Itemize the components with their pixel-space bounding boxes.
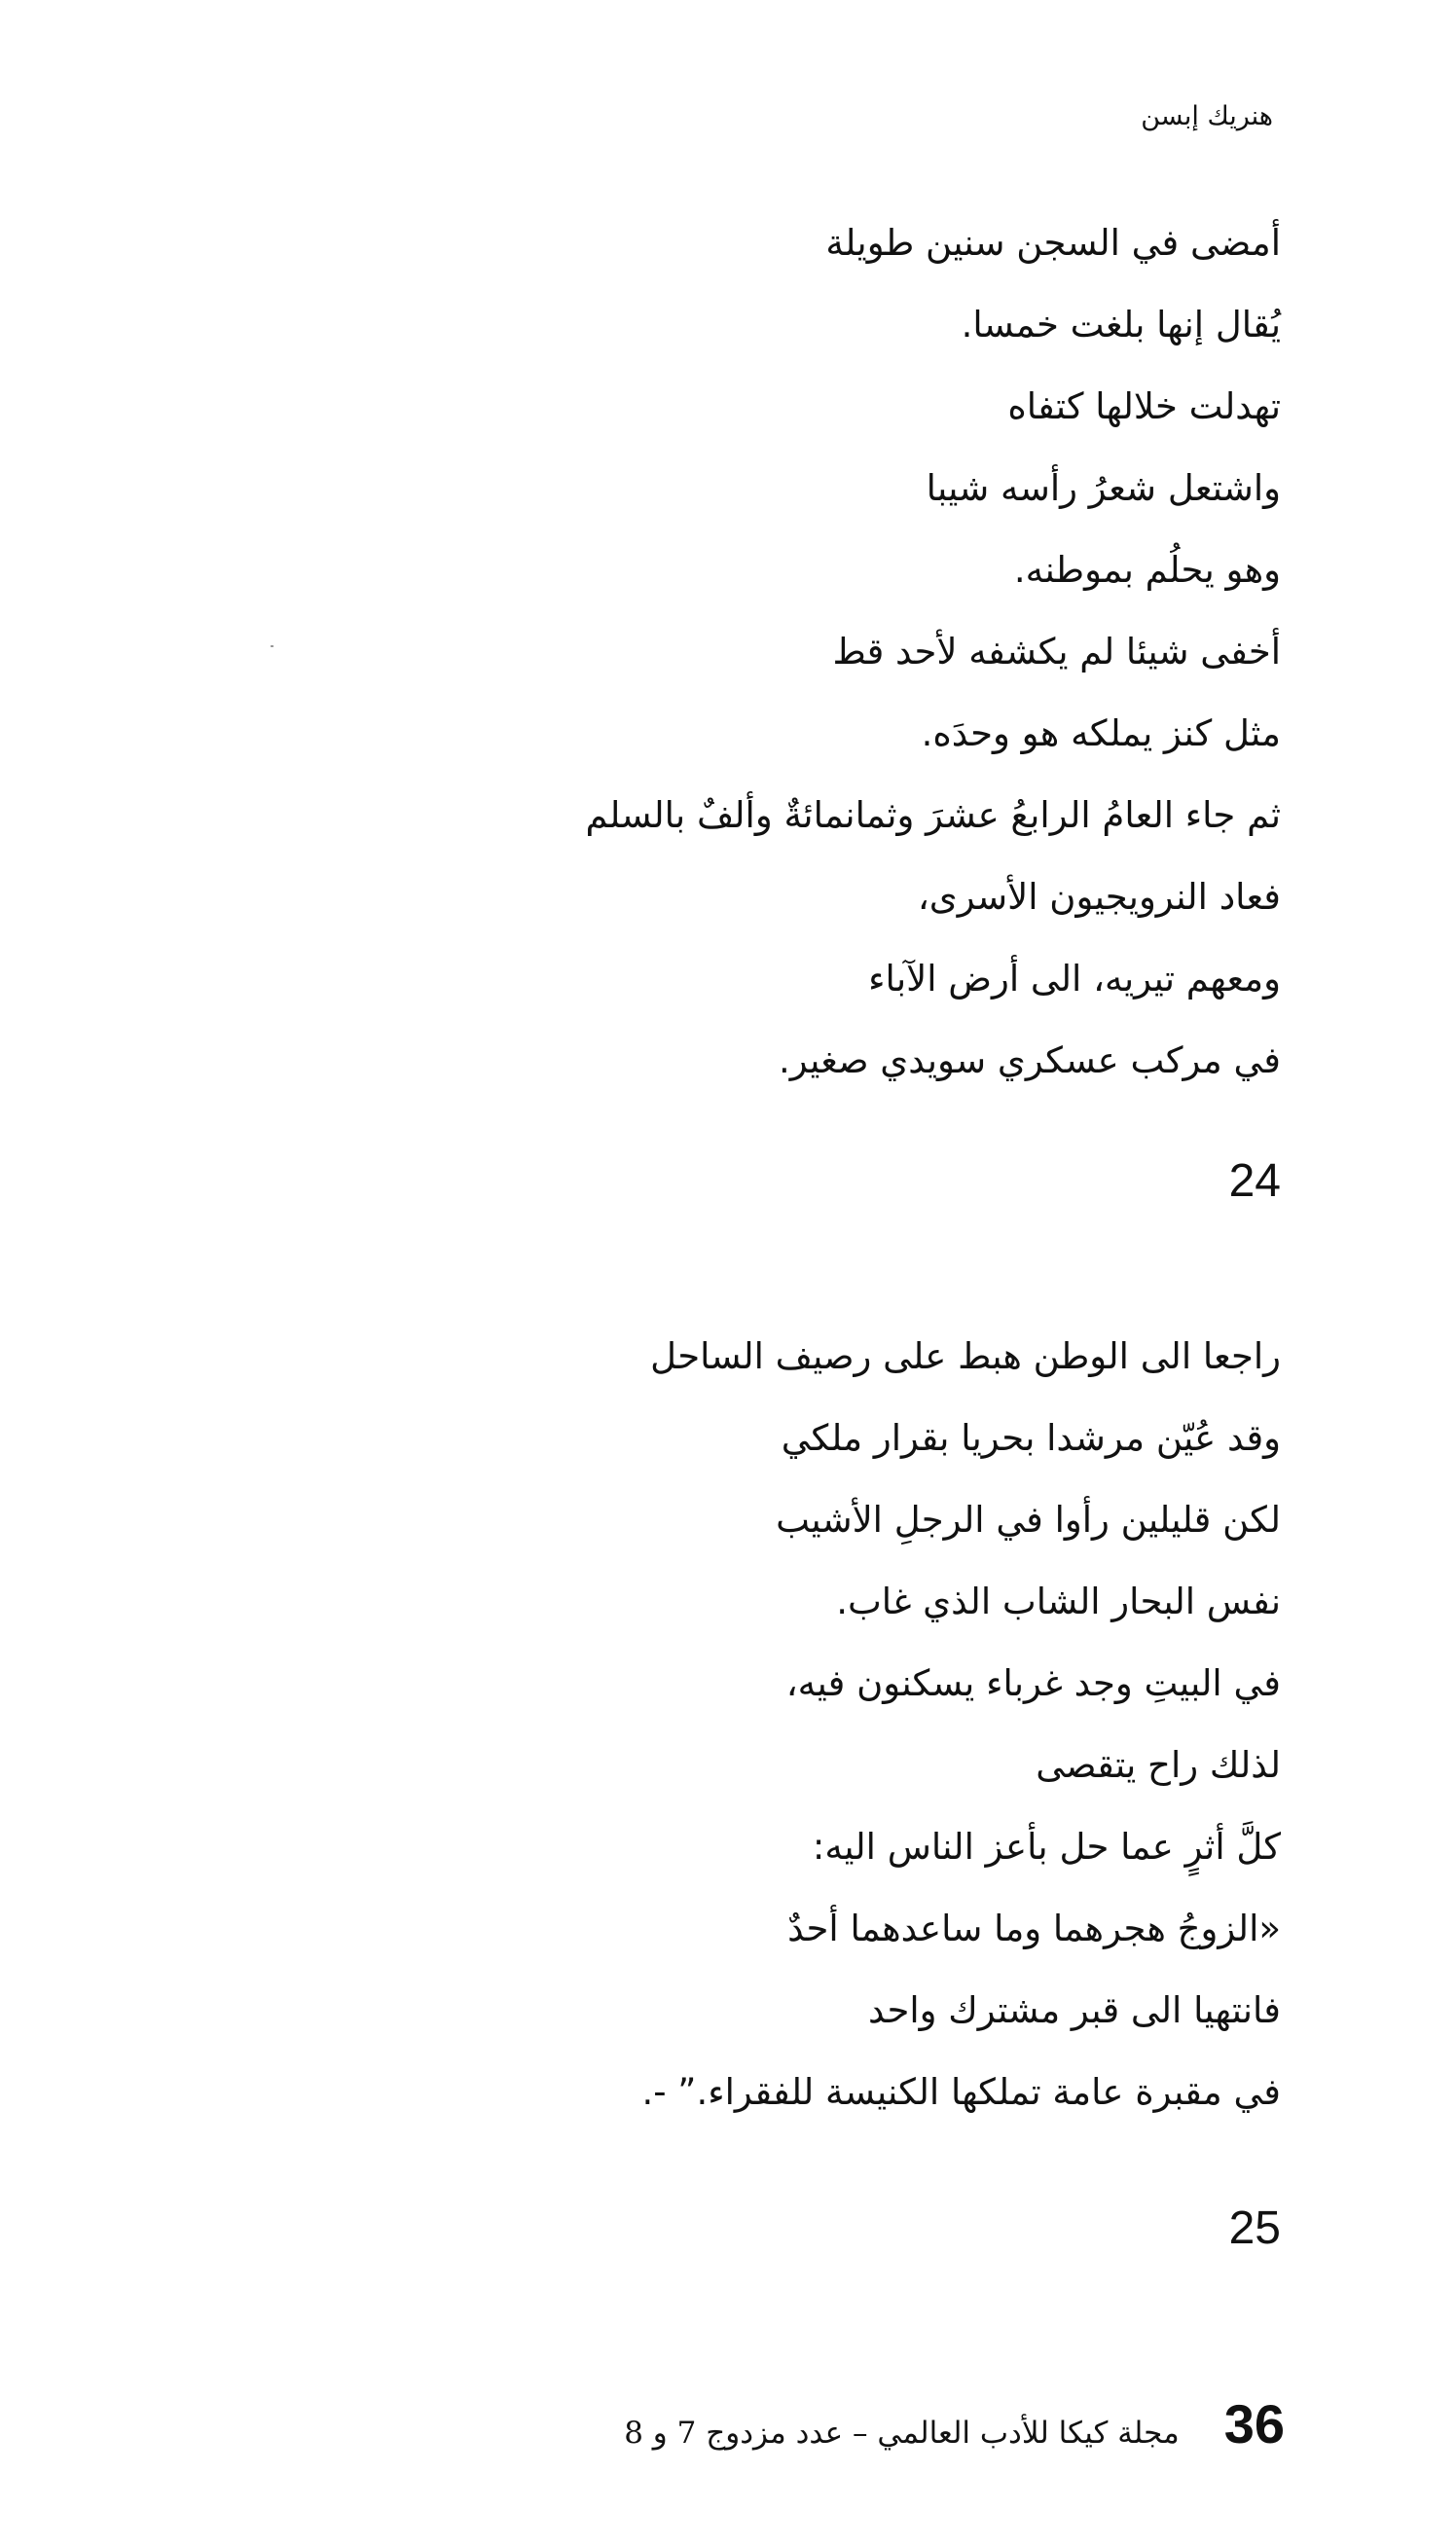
poem-line: كلَّ أثرٍ عما حل بأعز الناس اليه: bbox=[812, 1826, 1281, 1868]
poem-line: يُقال إنها بلغت خمسا. bbox=[961, 304, 1281, 346]
poem-line: أخفى شيئا لم يكشفه لأحد قط bbox=[832, 631, 1281, 673]
poem-line: في البيتِ وجد غرباء يسكنون فيه، bbox=[785, 1662, 1281, 1704]
running-header: هنريك إبسن bbox=[1141, 101, 1273, 131]
poem-line: مثل كنز يملكه هو وحدَه. bbox=[921, 712, 1281, 754]
section-number-25: 25 bbox=[1228, 2202, 1281, 2254]
journal-title: مجلة كيكا للأدب العالمي – عدد مزدوج 7 و 8 bbox=[624, 2416, 1180, 2451]
poem-stanza-23 bbox=[586, 202, 1282, 1102]
poem-line: نفس البحار الشاب الذي غاب. bbox=[836, 1581, 1281, 1622]
poem-line: لذلك راح يتقصى bbox=[1036, 1744, 1281, 1786]
poem-line: وقد عُيّن مرشدا بحريا بقرار ملكي bbox=[781, 1417, 1281, 1459]
poem-line: لكن قليلين رأوا في الرجلِ الأشيب bbox=[776, 1499, 1281, 1541]
poem-line: أمضى في السجن سنين طويلة bbox=[825, 222, 1281, 264]
page-footer bbox=[624, 2392, 1285, 2455]
poem-line: ومعهم تيريه، الى أرض الآباء bbox=[868, 958, 1281, 1000]
poem-line: ثم جاء العامُ الرابعُ عشرَ وثمانمائةٌ وألفٌ بالسلم bbox=[585, 794, 1281, 836]
poem-line: في مقبرة عامة تملكها الكنيسة للفقراء.” -. bbox=[641, 2071, 1281, 2113]
poem-line: فعاد النرويجيون الأسرى، bbox=[917, 876, 1281, 918]
poem-line: تهدلت خلالها كتفاه bbox=[1007, 385, 1281, 427]
poem-line: «الزوجُ هجرهما وما ساعدهما أحدٌ bbox=[787, 1908, 1281, 1949]
scan-speck bbox=[271, 645, 273, 647]
poem-line: فانتهيا الى قبر مشترك واحد bbox=[868, 1989, 1281, 2031]
poem-stanza-24 bbox=[641, 1316, 1281, 2133]
page-number: 36 bbox=[1223, 2393, 1285, 2455]
poem-line: راجعا الى الوطن هبط على رصيف الساحل bbox=[650, 1335, 1281, 1377]
section-number-24: 24 bbox=[1228, 1155, 1281, 1207]
poem-line: واشتعل شعرُ رأسه شيبا bbox=[926, 467, 1281, 509]
poem-line: وهو يحلُم بموطنه. bbox=[1013, 549, 1281, 591]
poem-line: في مركب عسكري سويدي صغير. bbox=[778, 1039, 1281, 1081]
